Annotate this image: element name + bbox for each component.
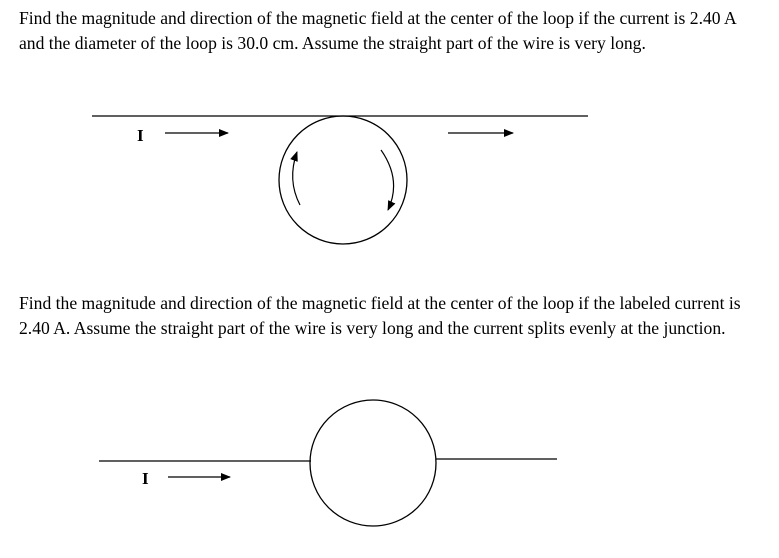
current-label: I (142, 469, 149, 488)
current-label: I (137, 126, 144, 145)
problem-1-text: Find the magnitude and direction of the magnetic field at the center of the loop if the current is 2.40 A and the diameter of the loop is 30.0 cm. Assume the straight part of the wire is very long. (19, 8, 736, 53)
problem-2-text: Find the magnitude and direction of the magnetic field at the center of the loop if the labeled current is 2.40 A. Assume the straight part of the wire is very long and the current splits evenly at the junction. (19, 293, 741, 338)
current-loop (310, 400, 436, 526)
